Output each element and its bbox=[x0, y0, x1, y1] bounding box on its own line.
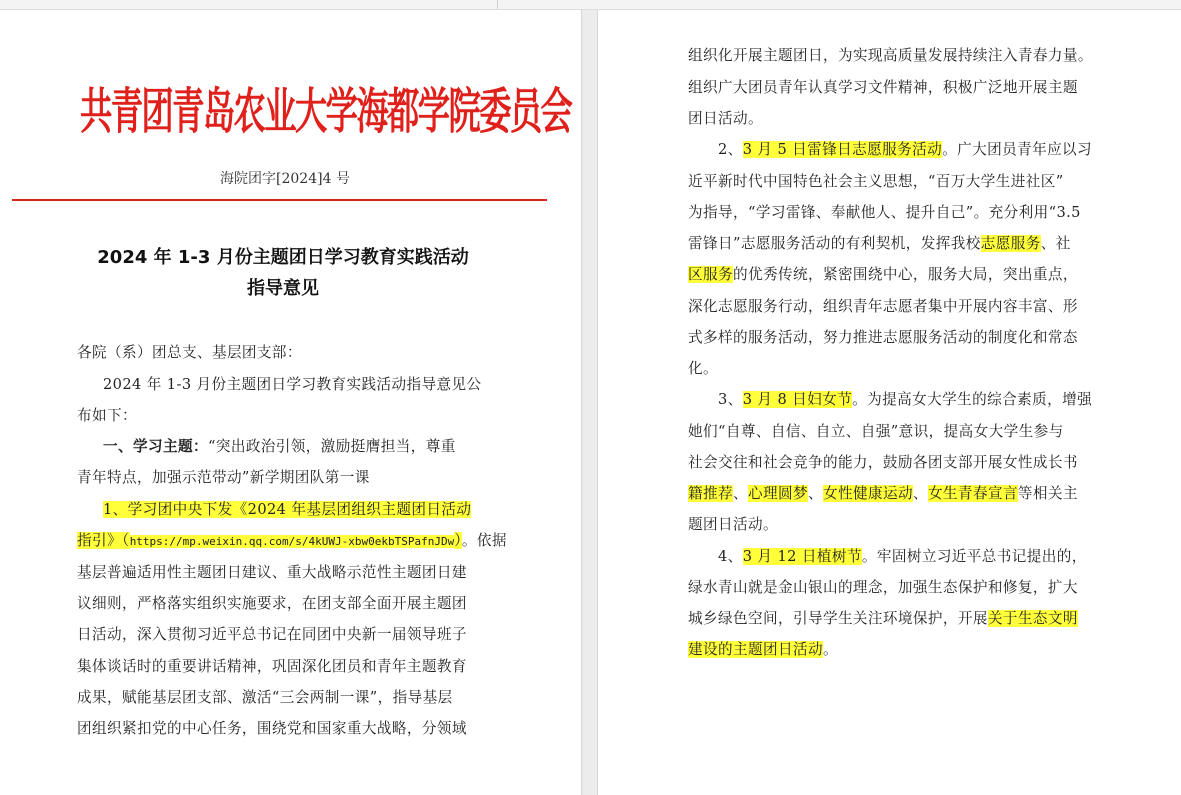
paragraph-line bbox=[688, 232, 1071, 253]
highlight: 籍推荐 bbox=[688, 485, 733, 502]
paragraph-line: 组织化开展主题团日，为实现高质量发展持续注入青春力量。 bbox=[688, 47, 1093, 64]
highlight: 建设的主题团日活动 bbox=[688, 641, 823, 658]
paragraph-line: 深化志愿服务行动，组织青年志愿者集中开展内容丰富、形 bbox=[688, 298, 1078, 315]
paragraph-line: 题团日活动。 bbox=[688, 516, 778, 533]
toolbar-divider bbox=[497, 0, 498, 9]
text: 、 bbox=[732, 485, 748, 502]
paragraph-line bbox=[688, 263, 1078, 284]
highlight: 心理圆梦 bbox=[747, 485, 808, 502]
section-1-heading bbox=[103, 435, 456, 456]
paragraph-line: 成果，赋能基层团支部、激活“三会两制一课”，指导基层 bbox=[77, 689, 453, 706]
title-line-2: 指导意见 bbox=[247, 278, 319, 299]
item-4-number: 4、 bbox=[718, 548, 743, 565]
text: 等相关主 bbox=[1017, 485, 1078, 502]
text: 的优秀传统，紧密围绕中心，服务大局，突出重点， bbox=[732, 266, 1078, 283]
highlight: 女性健康运动 bbox=[822, 485, 913, 502]
text: 城乡绿色空间，引导学生关注环境保护，开展 bbox=[688, 610, 988, 627]
document-number: 海院团字[2024]4 号 bbox=[220, 171, 350, 187]
highlight: ） bbox=[454, 532, 462, 549]
item-2-number: 2、 bbox=[718, 141, 743, 158]
item-1-line-1 bbox=[103, 498, 471, 519]
item-3-highlight: 3 月 8 日妇女节 bbox=[742, 391, 853, 408]
section-1-label: 一、学习主题： bbox=[103, 438, 208, 455]
item-3-line-1 bbox=[718, 388, 1092, 409]
item-2-highlight: 3 月 5 日雷锋日志愿服务活动 bbox=[742, 141, 943, 158]
item-3-number: 3、 bbox=[718, 391, 743, 408]
highlight: 区服务 bbox=[688, 266, 733, 283]
item-2-rest: 。广大团员青年应以习 bbox=[942, 141, 1093, 158]
paragraph-line bbox=[688, 607, 1078, 628]
item-3-rest: 。为提高女大学生的综合素质，增强 bbox=[852, 391, 1093, 408]
paragraph-line: 近平新时代中国特色社会主义思想，“百万大学生进社区” bbox=[688, 173, 1064, 190]
paragraph-line bbox=[688, 482, 1078, 503]
paragraph-line: 绿水青山就是金山银山的理念，加强生态保护和修复，扩大 bbox=[688, 579, 1078, 596]
title-line-1: 2024 年 1-3 月份主题团日学习教育实践活动 bbox=[97, 247, 469, 268]
paragraph-line: 她们“自尊、自信、自立、自强”意识，提高女大学生参与 bbox=[688, 423, 1064, 440]
item-4-rest: 。牢固树立习近平总书记提出的， bbox=[861, 548, 1087, 565]
item-4-highlight: 3 月 12 日植树节 bbox=[742, 548, 862, 565]
paragraph-line: 为指导，“学习雷锋、奉献他人、提升自己”。充分利用“3.5 bbox=[688, 204, 1081, 221]
text: 、社 bbox=[1040, 235, 1071, 252]
text: 雷锋日”志愿服务活动的有利契机，发挥我校 bbox=[688, 235, 981, 252]
salutation: 各院（系）团总支、基层团支部： bbox=[77, 344, 302, 361]
highlight: 关于生态文明 bbox=[987, 610, 1078, 627]
page-gap-strip bbox=[581, 10, 598, 795]
item-1-url-link[interactable]: https://mp.weixin.qq.com/s/4kUWJ-xbw0ekbTSPafnJDw bbox=[129, 535, 455, 548]
text: 、 bbox=[912, 485, 928, 502]
paragraph-line: 基层普遍适用性主题团日建议、重大战略示范性主题团日建 bbox=[77, 564, 467, 581]
intro-line-1: 2024 年 1-3 月份主题团日学习教育实践活动指导意见公 bbox=[103, 376, 482, 393]
document-page-2 bbox=[598, 10, 1181, 795]
org-red-header: 共青团青岛农业大学海都学院委员会 bbox=[80, 82, 572, 141]
paragraph-line: 团组织紧扣党的中心任务，围绕党和国家重大战略，分领域 bbox=[77, 720, 467, 737]
section-1-text-line-2: 青年特点，加强示范带动”新学期团队第一课 bbox=[77, 469, 370, 486]
document-title bbox=[0, 242, 566, 304]
item-4-line-1 bbox=[718, 545, 1087, 566]
highlight: 女生青春宣言 bbox=[927, 485, 1018, 502]
text: 。 bbox=[822, 641, 838, 658]
red-divider-line bbox=[12, 199, 547, 201]
item-1-line-2 bbox=[77, 529, 507, 550]
paragraph-line: 集体谈话时的重要讲话精神，巩固深化团员和青年主题教育 bbox=[77, 658, 467, 675]
highlight: 1、学习团中央下发《2024 年基层团组织主题团日活动 bbox=[103, 501, 472, 518]
text: 、 bbox=[807, 485, 823, 502]
paragraph-line: 日活动，深入贯彻习近平总书记在同团中央新一届领导班子 bbox=[77, 626, 467, 643]
paragraph-line: 组织广大团员青年认真学习文件精神，积极广泛地开展主题 bbox=[688, 79, 1078, 96]
paragraph-line: 式多样的服务活动，努力推进志愿服务活动的制度化和常态 bbox=[688, 329, 1078, 346]
paragraph-line: 团日活动。 bbox=[688, 110, 763, 127]
paragraph-line bbox=[688, 638, 838, 659]
intro-line-2: 布如下： bbox=[77, 407, 137, 424]
document-page-1 bbox=[0, 10, 581, 795]
highlight: 指引》（ bbox=[77, 532, 130, 549]
highlight: 志愿服务 bbox=[980, 235, 1041, 252]
paragraph-line: 社会交往和社会竞争的能力，鼓励各团支部开展女性成长书 bbox=[688, 454, 1078, 471]
top-toolbar-strip bbox=[0, 0, 1181, 10]
paragraph-line: 议细则，严格落实组织实施要求，在团支部全面开展主题团 bbox=[77, 595, 467, 612]
item-1-after: 。依据 bbox=[461, 532, 507, 549]
paragraph-line: 化。 bbox=[688, 360, 718, 377]
section-1-text: “突出政治引领，激励挺膺担当，尊重 bbox=[207, 438, 456, 455]
item-2-line-1 bbox=[718, 138, 1092, 159]
